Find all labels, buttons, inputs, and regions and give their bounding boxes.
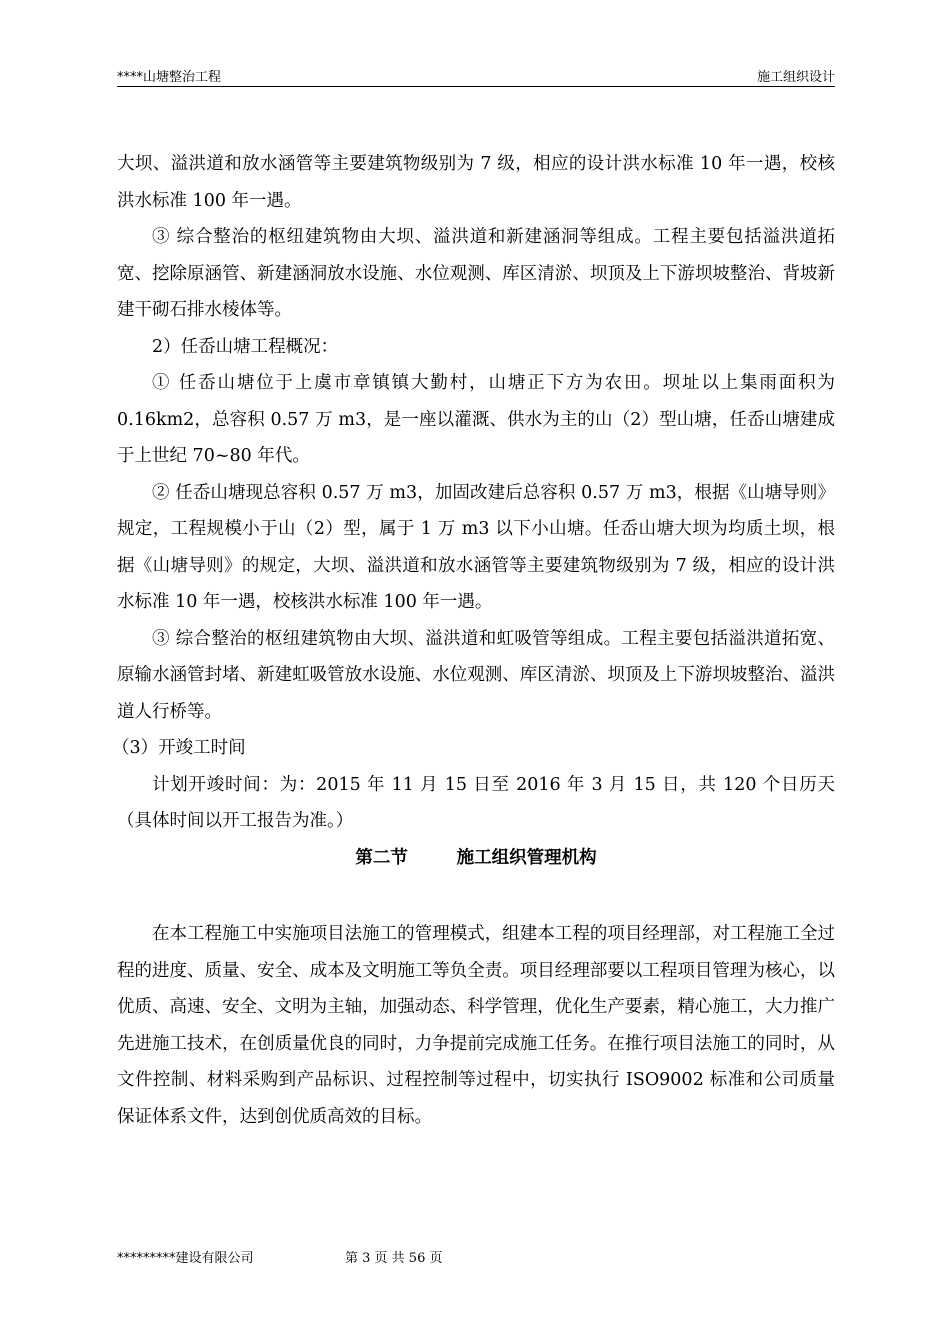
header-doc-type: 施工组织设计: [756, 70, 835, 85]
paragraph-management: 在本工程施工中实施项目法施工的管理模式，组建本工程的项目经理部，对工程施工全过程的进度、质量、安全、成本及文明施工等负全责。项目经理部要以工程项目管理为核心，以优质、高速、安全、文明为主轴，加强动态、科学管理，优化生产要素，精心施工，大力推广先进施工技术，在创质量优良的同时，力争提前完成施工任务。在推行项目法施工的同时，从文件控制、材料采购到产品标识、过程控制等过程中，切实执行 ISO9002 标准和公司质量保证体系文件，达到创优质高效的目标。: [117, 924, 835, 1127]
paragraph-renao-overview-heading: 2）任岙山塘工程概况：: [152, 336, 339, 357]
paragraph-renao-capacity: ② 任岙山塘现总容积 0.57 万 m3，加固改建后总容积 0.57 万 m3，根据《山塘导则》规定，工程规模小于山（2）型，属于 1 万 m3 以下小山塘。任岙山塘大坝为均质土坝，根据《山塘导则》的规定，大坝、溢洪道和放水涵管等主要建筑物级别为 7 级，相应的设计洪水标准 10 年一遇，校核洪水标准 100 年一遇。: [117, 482, 835, 612]
document-body: [112, 146, 835, 1135]
footer-company: *********建设有限公司: [117, 1251, 254, 1266]
section-spacer: [117, 876, 835, 916]
footer-page-number: 第 3 页 共 56 页: [345, 1251, 443, 1266]
paragraph-schedule: 计划开竣时间：为：2015 年 11 月 15 日至 2016 年 3 月 15 日，共 120 个日历天（具体时间以开工报告为准。）: [117, 774, 835, 831]
paragraph-hub-buildings-1: ③ 综合整治的枢纽建筑物由大坝、溢洪道和新建涵洞等组成。工程主要包括溢洪道拓宽、挖除原涵管、新建涵洞放水设施、水位观测、库区清淤、坝顶及上下游坝坡整治、背坡新建干砌石排水棱体等。: [117, 227, 835, 320]
section-title: 第二节 施工组织管理机构: [355, 847, 597, 868]
paragraph-hub-buildings-2: ③ 综合整治的枢纽建筑物由大坝、溢洪道和虹吸管等组成。工程主要包括溢洪道拓宽、原输水涵管封堵、新建虹吸管放水设施、水位观测、库区清淤、坝顶及上下游坝坡整治、溢洪道人行桥等。: [117, 628, 835, 722]
paragraph-schedule-heading: （3）开竣工时间: [112, 738, 246, 758]
paragraph-dam-grade: 大坝、溢洪道和放水涵管等主要建筑物级别为 7 级，相应的设计洪水标准 10 年一遇，校核洪水标准 100 年一遇。: [117, 154, 835, 211]
header-project-name: ****山塘整治工程: [117, 70, 222, 85]
page-header: [117, 64, 835, 87]
paragraph-renao-location: ① 任岙山塘位于上虞市章镇镇大勤村，山塘正下方为农田。坝址以上集雨面积为 0.16km2，总容积 0.57 万 m3，是一座以灌溉、供水为主的山（2）型山塘，任岙山塘建成于上世纪 70~80 年代。: [117, 373, 835, 466]
